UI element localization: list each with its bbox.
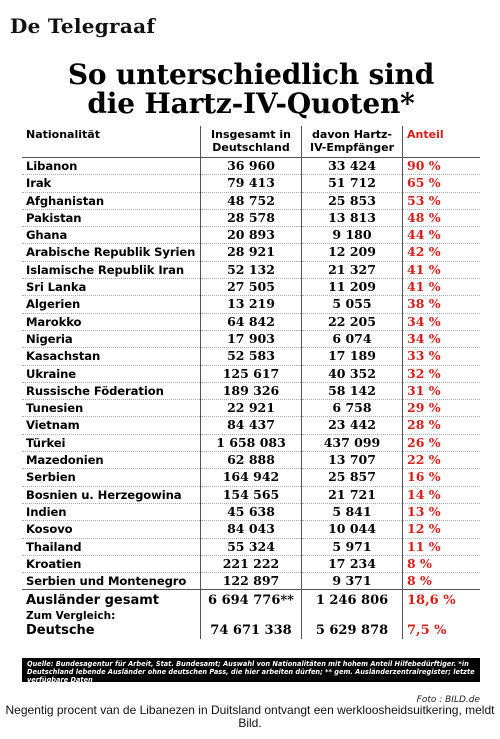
table-row (22, 244, 480, 261)
table-row (22, 313, 480, 330)
share-value: 14 % (403, 486, 481, 503)
share-value: 16 % (403, 469, 481, 486)
photo-credit: Foto : BILD.de (416, 695, 480, 705)
recipients-value: 25 853 (302, 192, 403, 209)
masthead-logo: De Telegraaf (10, 14, 156, 38)
country-name: Afghanistan (22, 192, 201, 209)
total-value: 45 638 (201, 503, 302, 520)
total-value: 84 437 (201, 417, 302, 434)
empty-cell (403, 610, 481, 622)
table-row (22, 469, 480, 486)
header-nationality: Nationalität (22, 126, 201, 158)
table-row (22, 400, 480, 417)
country-name: Serbien (22, 469, 201, 486)
share-value: 38 % (403, 296, 481, 313)
header-total: Insgesamt in Deutschland (201, 126, 302, 158)
share-value: 41 % (403, 261, 481, 278)
country-name: Mazedonien (22, 452, 201, 469)
total-recipients-value: 1 246 806 (302, 590, 403, 610)
empty-cell (201, 610, 302, 622)
country-name: Vietnam (22, 417, 201, 434)
share-value: 65 % (403, 175, 481, 192)
total-value: 122 897 (201, 573, 302, 590)
headline (22, 60, 480, 118)
total-value: 164 942 (201, 469, 302, 486)
total-value: 28 921 (201, 244, 302, 261)
recipients-value: 12 209 (302, 244, 403, 261)
table-body (22, 158, 480, 639)
total-value: 17 903 (201, 330, 302, 347)
recipients-value: 9 180 (302, 227, 403, 244)
country-name: Bosnien u. Herzegowina (22, 486, 201, 503)
country-name: Tunesien (22, 400, 201, 417)
country-name: Islamische Republik Iran (22, 261, 201, 278)
country-name: Sri Lanka (22, 279, 201, 296)
share-value: 44 % (403, 227, 481, 244)
share-value: 12 % (403, 521, 481, 538)
recipients-value: 5 055 (302, 296, 403, 313)
share-value: 28 % (403, 417, 481, 434)
recipients-value: 23 442 (302, 417, 403, 434)
total-row (22, 590, 480, 610)
infographic-card (22, 60, 480, 682)
share-value: 26 % (403, 434, 481, 451)
recipients-value: 22 205 (302, 313, 403, 330)
recipients-value: 21 721 (302, 486, 403, 503)
recipients-value: 17 189 (302, 348, 403, 365)
table-row (22, 573, 480, 590)
total-value: 154 565 (201, 486, 302, 503)
country-name: Nigeria (22, 330, 201, 347)
share-value: 42 % (403, 244, 481, 261)
table-row (22, 417, 480, 434)
country-name: Irak (22, 175, 201, 192)
total-value: 52 583 (201, 348, 302, 365)
recipients-value: 10 044 (302, 521, 403, 538)
germans-row (22, 622, 480, 639)
table-row (22, 158, 480, 175)
country-name: Algerien (22, 296, 201, 313)
table-row (22, 279, 480, 296)
table-row (22, 348, 480, 365)
recipients-value: 40 352 (302, 365, 403, 382)
table-row (22, 175, 480, 192)
recipients-value: 5 971 (302, 538, 403, 555)
recipients-value: 6 074 (302, 330, 403, 347)
table-row (22, 227, 480, 244)
table-row (22, 486, 480, 503)
total-value: 221 222 (201, 555, 302, 572)
table-row (22, 192, 480, 209)
country-name: Russische Föderation (22, 382, 201, 399)
total-value: 20 893 (201, 227, 302, 244)
hartz-iv-table (22, 126, 480, 639)
share-value: 48 % (403, 209, 481, 226)
total-value: 13 219 (201, 296, 302, 313)
empty-cell (302, 610, 403, 622)
share-value: 32 % (403, 365, 481, 382)
recipients-value: 9 371 (302, 573, 403, 590)
share-value: 13 % (403, 503, 481, 520)
share-value: 34 % (403, 330, 481, 347)
recipients-value: 25 857 (302, 469, 403, 486)
total-share-value: 18,6 % (403, 590, 481, 610)
table-row (22, 382, 480, 399)
share-value: 34 % (403, 313, 481, 330)
table-header-row (22, 126, 480, 158)
total-value: 48 752 (201, 192, 302, 209)
country-name: Kasachstan (22, 348, 201, 365)
share-value: 29 % (403, 400, 481, 417)
country-name: Indien (22, 503, 201, 520)
recipients-value: 33 424 (302, 158, 403, 175)
header-recipients: davon Hartz-IV-Empfänger (302, 126, 403, 158)
headline-line-1: So unterschiedlich sind (67, 58, 435, 91)
total-value: 64 842 (201, 313, 302, 330)
header-share: Anteil (403, 126, 481, 158)
comparison-row (22, 610, 480, 622)
headline-line-2: die Hartz-IV-Quoten* (87, 87, 415, 120)
caption: Negentig procent van de Libanezen in Duitsland ontvangt een werkloosheidsuitkering, meldt Bild. (5, 703, 495, 730)
country-name: Thailand (22, 538, 201, 555)
share-value: 11 % (403, 538, 481, 555)
germans-recipients-value: 5 629 878 (302, 622, 403, 639)
recipients-value: 21 327 (302, 261, 403, 278)
source-note: Quelle: Bundesagentur für Arbeit, Stat. Bundesamt; Auswahl von Nationalitäten mit hohem Anteil Hilfebedürftiger. *in Deutschland lebende Ausländer ohne deutschen Pass, die hier arbeiten dürfen; ** gem. Ausländerzentralregister; letzte verfügbare Daten (22, 658, 480, 682)
total-value: 1 658 083 (201, 434, 302, 451)
table-row (22, 452, 480, 469)
country-name: Pakistan (22, 209, 201, 226)
share-value: 8 % (403, 573, 481, 590)
comparison-label: Zum Vergleich: (26, 609, 116, 622)
country-name: Kroatien (22, 555, 201, 572)
total-value: 22 921 (201, 400, 302, 417)
total-value: 189 326 (201, 382, 302, 399)
share-value: 53 % (403, 192, 481, 209)
country-name: Kosovo (22, 521, 201, 538)
table-row (22, 261, 480, 278)
country-name: Marokko (22, 313, 201, 330)
country-name: Serbien und Montenegro (22, 573, 201, 590)
total-value: 27 505 (201, 279, 302, 296)
table-row (22, 538, 480, 555)
country-name: Libanon (22, 158, 201, 175)
germans-label: Deutsche (26, 622, 95, 638)
total-value: 62 888 (201, 452, 302, 469)
recipients-value: 13 813 (302, 209, 403, 226)
total-value: 84 043 (201, 521, 302, 538)
total-label: Ausländer gesamt (22, 590, 201, 610)
total-value: 125 617 (201, 365, 302, 382)
table-row (22, 434, 480, 451)
total-all-value: 6 694 776** (201, 590, 302, 610)
share-value: 31 % (403, 382, 481, 399)
recipients-value: 51 712 (302, 175, 403, 192)
total-value: 36 960 (201, 158, 302, 175)
table-row (22, 365, 480, 382)
recipients-value: 5 841 (302, 503, 403, 520)
recipients-value: 58 142 (302, 382, 403, 399)
table-row (22, 209, 480, 226)
share-value: 33 % (403, 348, 481, 365)
total-value: 28 578 (201, 209, 302, 226)
table-row (22, 503, 480, 520)
recipients-value: 11 209 (302, 279, 403, 296)
share-value: 41 % (403, 279, 481, 296)
country-name: Ghana (22, 227, 201, 244)
share-value: 90 % (403, 158, 481, 175)
country-name: Türkei (22, 434, 201, 451)
share-value: 8 % (403, 555, 481, 572)
table-row (22, 296, 480, 313)
country-name: Ukraine (22, 365, 201, 382)
total-value: 79 413 (201, 175, 302, 192)
country-name: Arabische Republik Syrien (22, 244, 201, 261)
germans-share-value: 7,5 % (403, 622, 481, 639)
recipients-value: 13 707 (302, 452, 403, 469)
total-value: 55 324 (201, 538, 302, 555)
total-value: 52 132 (201, 261, 302, 278)
table-row (22, 330, 480, 347)
germans-total-value: 74 671 338 (201, 622, 302, 639)
recipients-value: 6 758 (302, 400, 403, 417)
recipients-value: 437 099 (302, 434, 403, 451)
table-row (22, 521, 480, 538)
table-row (22, 555, 480, 572)
recipients-value: 17 234 (302, 555, 403, 572)
share-value: 22 % (403, 452, 481, 469)
